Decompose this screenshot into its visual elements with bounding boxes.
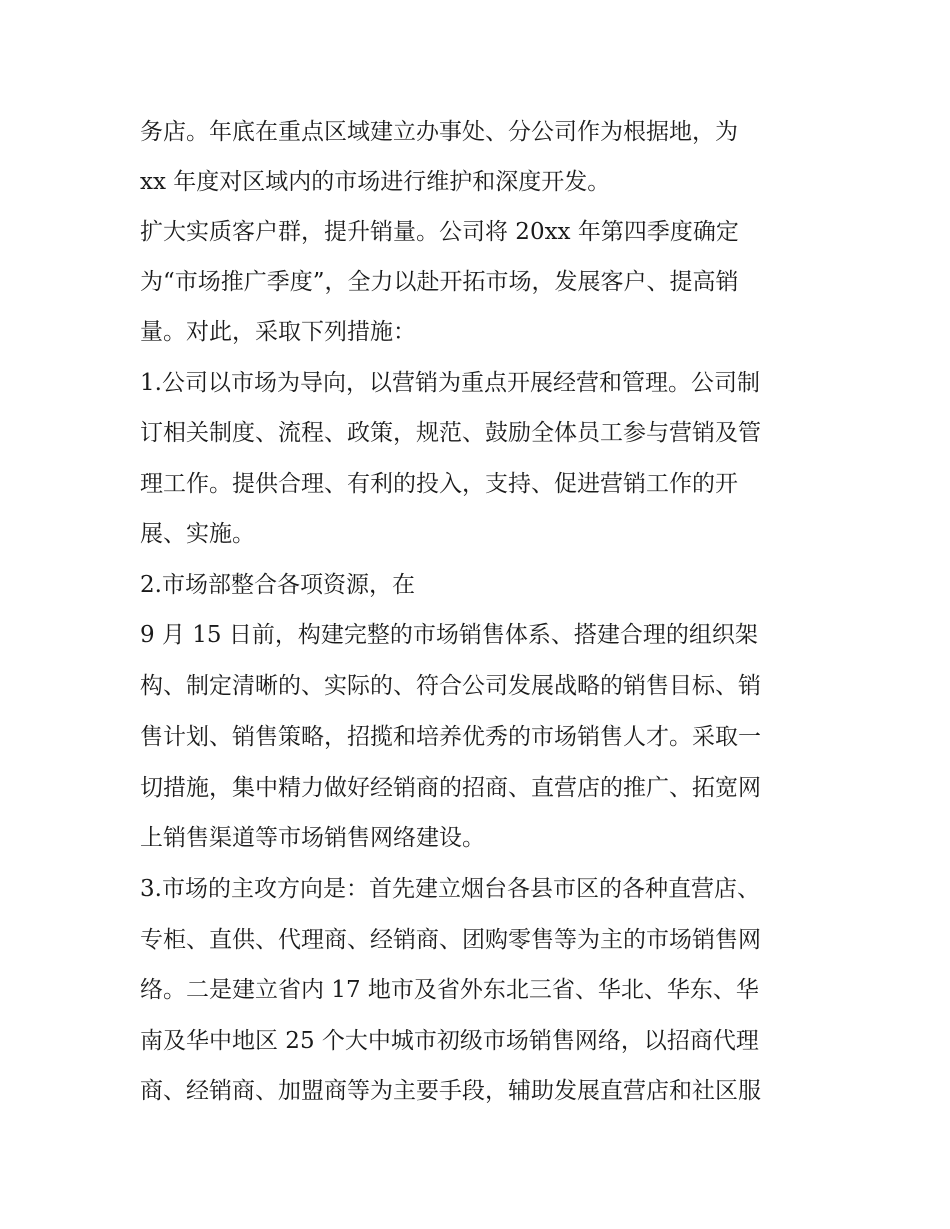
- text-line-11: 9 月 15 日前，构建完整的市场销售体系、搭建合理的组织架: [140, 622, 758, 648]
- text-line-4: 为“市场推广季度”，全力以赴开拓市场，发展客户、提高销: [140, 269, 739, 295]
- text-line-6: 1.公司以市场为导向，以营销为重点开展经营和管理。公司制: [140, 370, 760, 396]
- text-line-16: 3.市场的主攻方向是：首先建立烟台各县市区的各种直营店、: [140, 876, 760, 902]
- text-line-19: 南及华中地区 25 个大中城市初级市场销售网络，以招商代理: [140, 1028, 759, 1054]
- text-line-7: 订相关制度、流程、政策，规范、鼓励全体员工参与营销及管: [140, 420, 761, 446]
- text-line-18: 络。二是建立省内 17 地市及省外东北三省、华北、华东、华: [140, 977, 759, 1003]
- text-line-20: 商、经销商、加盟商等为主要手段，辅助发展直营店和社区服: [140, 1078, 761, 1104]
- text-line-9: 展、实施。: [140, 521, 255, 547]
- text-line-15: 上销售渠道等市场销售网络建设。: [140, 825, 485, 851]
- text-line-1: 务店。年底在重点区域建立办事处、分公司作为根据地，为: [140, 119, 738, 145]
- text-line-13: 售计划、销售策略，招揽和培养优秀的市场销售人才。采取一: [140, 724, 761, 750]
- text-line-12: 构、制定清晰的、实际的、符合公司发展战略的销售目标、销: [140, 673, 761, 699]
- text-line-14: 切措施，集中精力做好经销商的招商、直营店的推广、拓宽网: [140, 775, 761, 801]
- text-line-2: xx 年度对区域内的市场进行维护和深度开发。: [140, 169, 611, 195]
- text-line-10: 2.市场部整合各项资源，在: [140, 572, 415, 598]
- text-line-5: 量。对此，采取下列措施：: [140, 319, 416, 345]
- text-line-3: 扩大实质客户群，提升销量。公司将 20xx 年第四季度确定: [140, 219, 739, 245]
- text-line-8: 理工作。提供合理、有利的投入，支持、促进营销工作的开: [140, 471, 738, 497]
- text-line-17: 专柜、直供、代理商、经销商、团购零售等为主的市场销售网: [140, 927, 761, 953]
